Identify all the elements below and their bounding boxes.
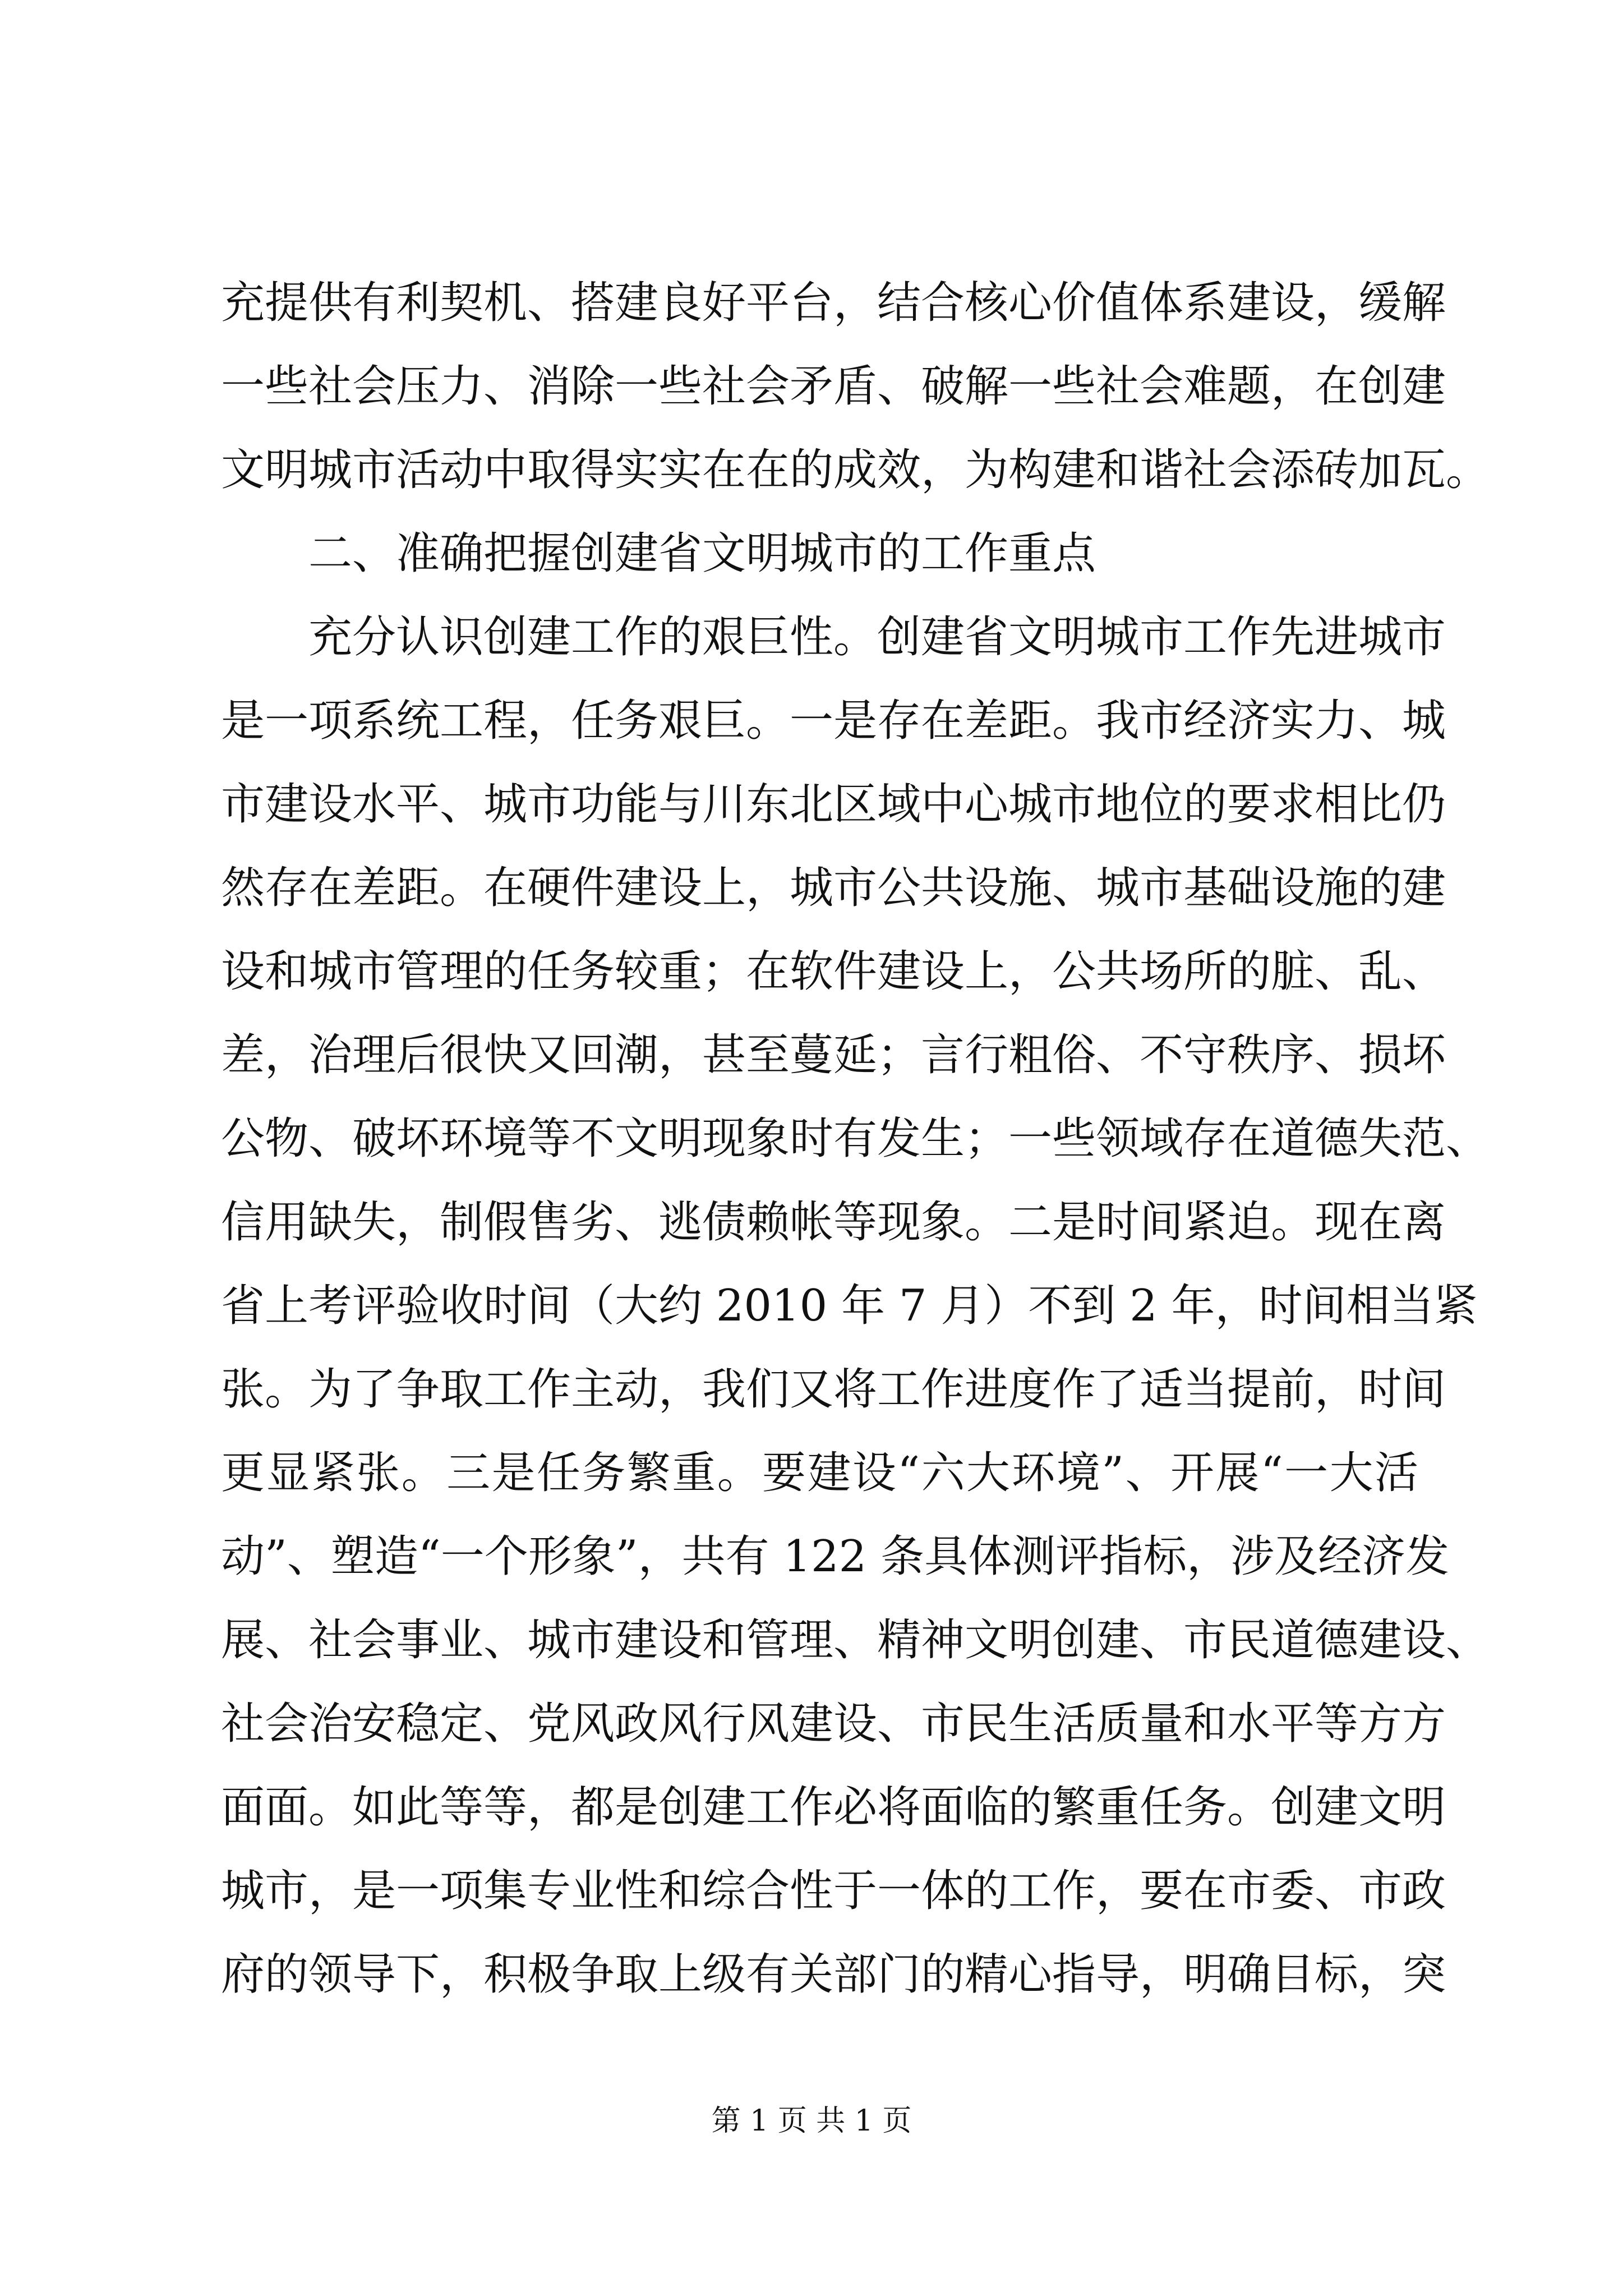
text-line: 一些社会压力、消除一些社会矛盾、破解一些社会难题，在创建 (221, 361, 1446, 412)
text-line: 公物、破坏环境等不文明现象时有发生；一些领域存在道德失范、 (221, 1114, 1490, 1164)
text-line: 张。为了争取工作主动，我们又将工作进度作了适当提前，时间 (221, 1364, 1446, 1415)
text-line: 充分认识创建工作的艰巨性。创建省文明城市工作先进城市 (308, 612, 1446, 662)
text-line: 动”、塑造“一个形象”，共有 122 条具体测评指标，涉及经济发 (221, 1531, 1450, 1582)
text-line: 信用缺失，制假售劣、逃债赖帐等现象。二是时间紧迫。现在离 (221, 1197, 1446, 1248)
text-line: 差，治理后很快又回潮，甚至蔓延；言行粗俗、不守秩序、损坏 (221, 1030, 1446, 1080)
text-line: 是一项系统工程，任务艰巨。一是存在差距。我市经济实力、城 (221, 696, 1446, 746)
text-line: 省上考评验收时间（大约 2010 年 7 月）不到 2 年，时间相当紧 (221, 1281, 1478, 1331)
text-line: 社会治安稳定、党风政风行风建设、市民生活质量和水平等方方 (221, 1699, 1446, 1749)
page-footer: 第 1 页 共 1 页 (711, 2104, 912, 2138)
text-line: 然存在差距。在硬件建设上，城市公共设施、城市基础设施的建 (221, 863, 1446, 913)
text-line: 更显紧张。三是任务繁重。要建设“六大环境”、开展“一大活 (221, 1448, 1418, 1498)
text-line: 文明城市活动中取得实实在在的成效，为构建和谐社会添砖加瓦。 (221, 445, 1490, 495)
text-line: 城市，是一项集专业性和综合性于一体的工作，要在市委、市政 (221, 1866, 1446, 1916)
section-heading: 二、准确把握创建省文明城市的工作重点 (308, 528, 1096, 579)
text-line: 府的领导下，积极争取上级有关部门的精心指导，明确目标，突 (221, 1949, 1446, 2000)
text-line: 设和城市管理的任务较重；在软件建设上，公共场所的脏、乱、 (221, 946, 1446, 997)
text-line: 展、社会事业、城市建设和管理、精神文明创建、市民道德建设、 (221, 1615, 1490, 1665)
document-body (221, 261, 1490, 2017)
text-line: 面面。如此等等，都是创建工作必将面临的繁重任务。创建文明 (221, 1782, 1446, 1833)
text-line: 市建设水平、城市功能与川东北区域中心城市地位的要求相比仍 (221, 779, 1446, 830)
text-line: 充提供有利契机、搭建良好平台，结合核心价值体系建设，缓解 (221, 278, 1446, 328)
